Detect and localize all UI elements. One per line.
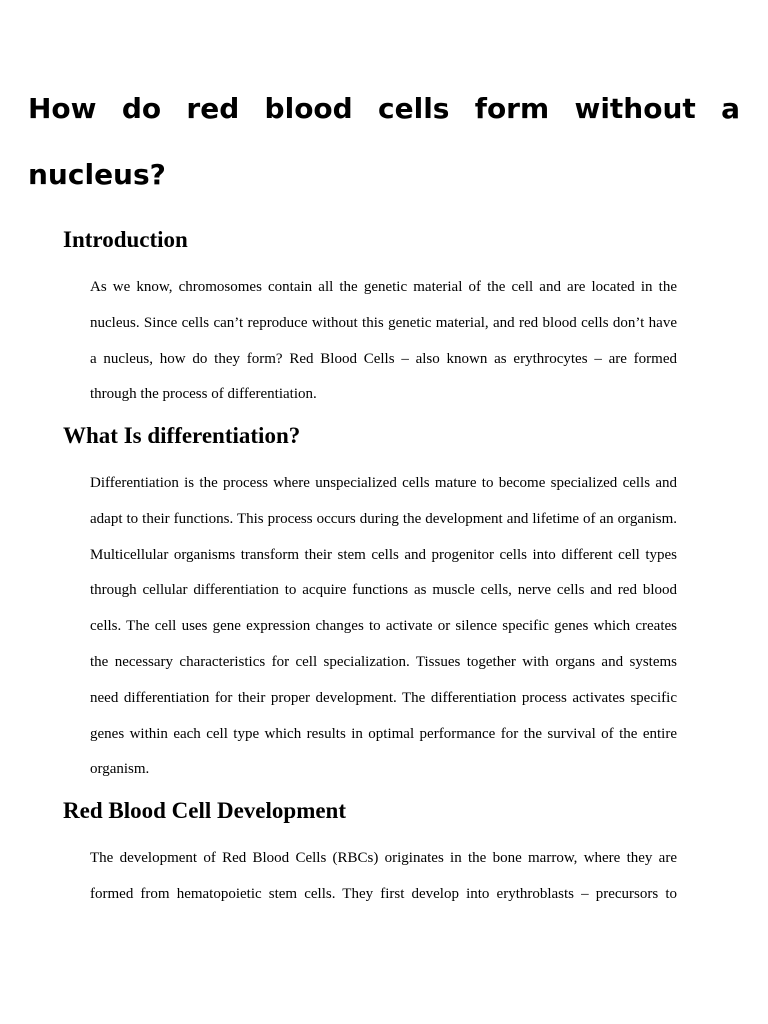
section-paragraph-rbc-development: The development of Red Blood Cells (RBCs) originates in the bone marrow, where they are formed from hematopoietic stem cells. They first develop into erythroblasts – precursors to	[90, 850, 677, 902]
section-heading-rbc-development: Red Blood Cell Development	[63, 798, 347, 823]
section-heading-introduction: Introduction	[63, 227, 188, 252]
section-paragraph-differentiation: Differentiation is the process where unspecialized cells mature to become specialized cells and adapt to their functions. This process occurs during the development and lifetime of an organism. Multicellular organisms transform their stem cells and progenitor cells into different cell types through cellular differentiation to acquire functions as muscle cells, nerve cells and red blood cells. The cell uses gene expression changes to activate or silence specific genes which creates the necessary characteristics for cell specialization. Tissues together with organs and systems need differentiation for their proper development. The differentiation process activates specific genes within each cell type which results in optimal performance for the survival of the entire organism.	[90, 475, 677, 778]
section-paragraph-introduction: As we know, chromosomes contain all the genetic material of the cell and are located in the nucleus. Since cells can’t reproduce without this genetic material, and red blood cells don’t have a nucleus, how do they form? Red Blood Cells – also known as erythrocytes – are formed through the process of differentiation.	[90, 279, 677, 403]
section-heading-differentiation: What Is differentiation?	[63, 423, 301, 448]
page-title: How do red blood cells form without a nucleus?	[28, 92, 740, 191]
